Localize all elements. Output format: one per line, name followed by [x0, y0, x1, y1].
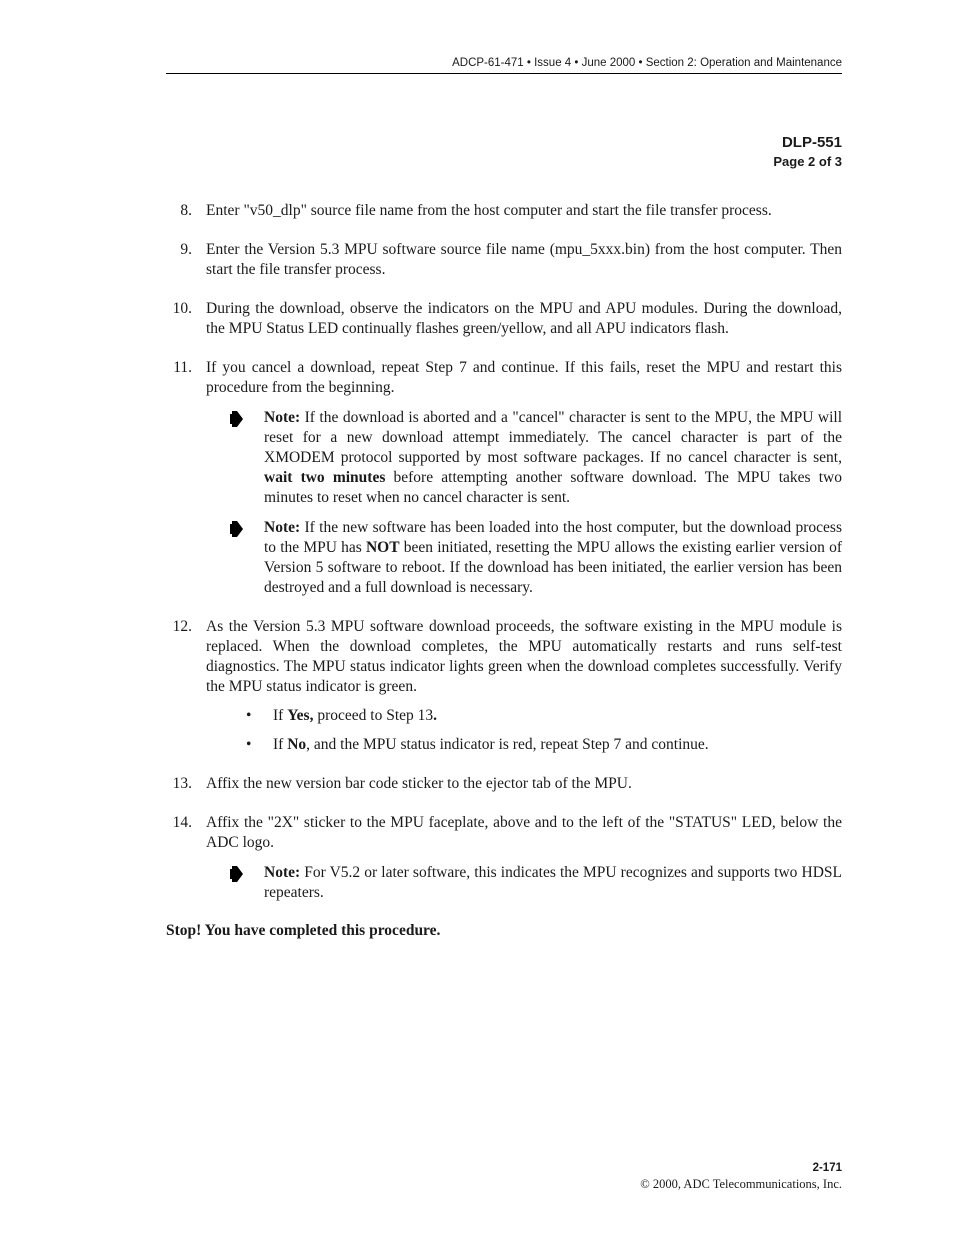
dlp-title: DLP-551	[781, 134, 842, 151]
note-text: For V5.2 or later software, this indicates the MPU recognizes and supports two HDSL repeaters.	[264, 864, 842, 901]
header-rule	[166, 73, 842, 74]
note-label: Note:	[264, 519, 301, 536]
note-arrow-icon	[230, 866, 244, 882]
note-v52	[206, 863, 842, 903]
page-number: 2-171	[812, 1162, 842, 1174]
step-8	[166, 201, 842, 221]
step-number: 11.	[173, 359, 192, 376]
bullet-dot: •	[246, 736, 252, 753]
bullet-text: If	[273, 707, 288, 724]
step-number: 13.	[172, 775, 192, 792]
copyright: © 2000, ADC Telecommunications, Inc.	[640, 1177, 842, 1191]
note-text: before attempting another software download. The MPU takes two minutes to reset when no cancel character is sent.	[264, 469, 842, 506]
step-12	[166, 617, 842, 755]
step-9	[166, 240, 842, 280]
bullet-yes	[206, 706, 842, 726]
step-number: 8.	[180, 202, 192, 219]
bullet-emphasis: Yes,	[287, 707, 314, 724]
bullet-period: .	[433, 707, 438, 724]
step-13	[166, 774, 842, 794]
note-text: been initiated, resetting the MPU allows the existing earlier version of Version 5 software to reboot. If the download has been initiated, the earlier version has been destroyed and a full download is necessary.	[264, 539, 843, 596]
bullet-no	[206, 735, 842, 755]
note-emphasis: wait two minutes	[264, 469, 386, 486]
step-text: Enter the Version 5.3 MPU software source file name (mpu_5xxx.bin) from the host computer. Then start the file transfer process.	[206, 241, 842, 278]
note-not-initiated	[206, 518, 842, 598]
note-text: If the download is aborted and a "cancel" character is sent to the MPU, the MPU will reset for a new download attempt immediately. The cancel character is part of the XMODEM protocol supported by most software packages. If no cancel character is sent,	[264, 409, 842, 466]
bullet-text: proceed to Step 13	[313, 707, 434, 724]
step-11	[166, 358, 842, 598]
stop-statement: Stop! You have completed this procedure.	[166, 922, 441, 939]
step-text: Affix the new version bar code sticker to the ejector tab of the MPU.	[206, 775, 632, 792]
procedure-content	[166, 201, 842, 941]
bullet-emphasis: No	[287, 736, 307, 753]
note-label: Note:	[264, 409, 301, 426]
bullet-text: , and the MPU status indicator is red, repeat Step 7 and continue.	[306, 736, 709, 753]
step-text: As the Version 5.3 MPU software download proceeds, the software existing in the MPU module is replaced. When the download completes, the MPU automatically restarts and runs self-test diagnostics. The MPU status indicator lights green when the download completes successfully. Verify the MPU status indicator is green.	[206, 618, 842, 695]
note-abort	[206, 408, 842, 508]
bullet-text: If	[273, 736, 288, 753]
step-text: Affix the "2X" sticker to the MPU faceplate, above and to the left of the "STATUS" LED, below the ADC logo.	[206, 814, 842, 851]
dlp-page: Page 2 of 3	[773, 154, 842, 169]
note-arrow-icon	[230, 521, 244, 537]
step-number: 12.	[172, 618, 192, 635]
step-text: If you cancel a download, repeat Step 7 and continue. If this fails, reset the MPU and restart this procedure from the beginning.	[206, 359, 842, 396]
step-text: During the download, observe the indicators on the MPU and APU modules. During the download, the MPU Status LED continually flashes green/yellow, and all APU indicators flash.	[206, 300, 842, 337]
step-10	[166, 299, 842, 339]
note-text: If the new software has been loaded into the host computer, but the download process to the MPU has	[264, 519, 842, 556]
step-number: 10.	[172, 300, 192, 317]
step-number: 14.	[172, 814, 192, 831]
page-footer	[640, 1160, 842, 1192]
note-label: Note:	[264, 864, 301, 881]
step-14	[166, 813, 842, 903]
note-emphasis: NOT	[365, 539, 400, 556]
running-header: ADCP-61-471 • Issue 4 • June 2000 • Section 2: Operation and Maintenance	[452, 57, 842, 69]
bullet-dot: •	[246, 707, 252, 724]
step-text: Enter "v50_dlp" source file name from the host computer and start the file transfer process.	[206, 202, 772, 219]
note-arrow-icon	[230, 411, 244, 427]
dlp-block	[773, 133, 842, 171]
step-number: 9.	[180, 241, 192, 258]
